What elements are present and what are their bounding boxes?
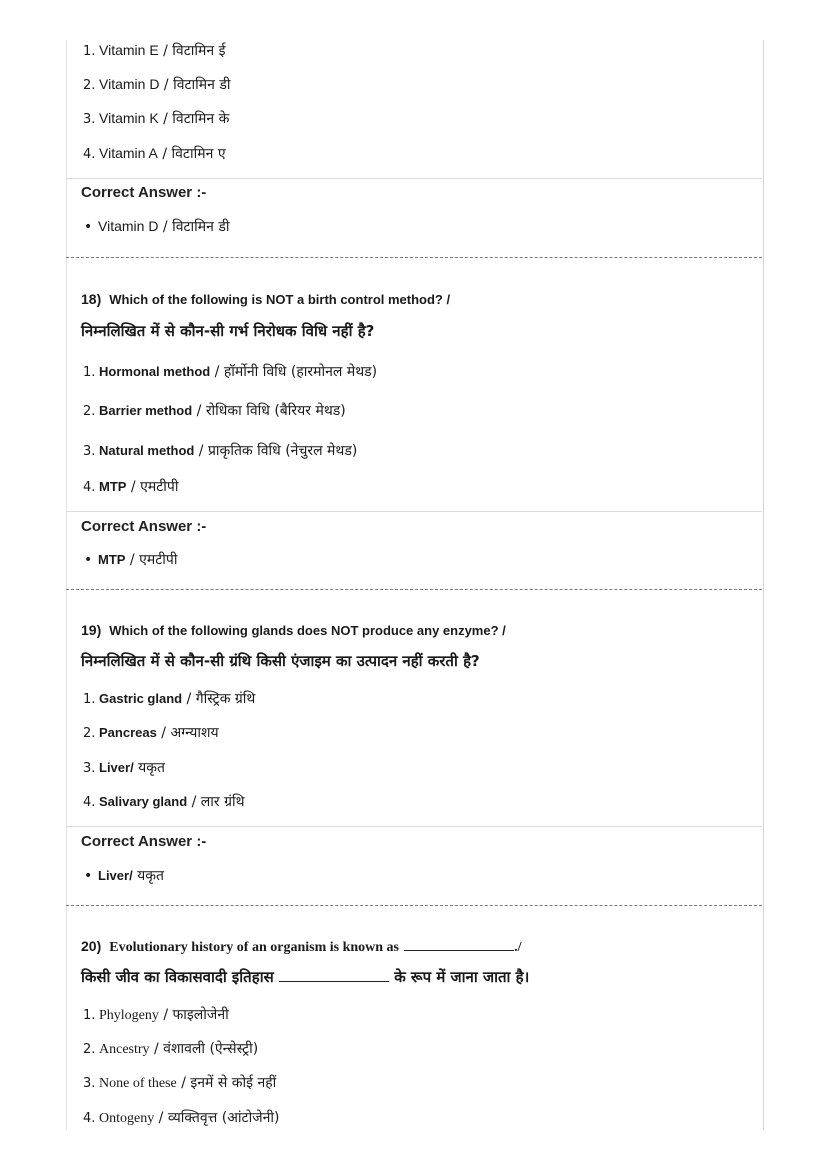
option-1: 1. Hormonal method / हॉर्मोनी विधि (हारमोनल मेथड) xyxy=(83,364,378,380)
fill-in-blank xyxy=(279,969,389,982)
correct-answer: • MTP / एमटीपी xyxy=(84,552,178,568)
option-2: 2. Ancestry / वंशावली (ऐन्सेस्ट्री) xyxy=(83,1041,259,1057)
question-19-hindi: निम्नलिखित में से कौन-सी ग्रंथि किसी एंजाइम का उत्पादन नहीं करती है? xyxy=(81,652,480,670)
option-3: 3. Liver/ यकृत xyxy=(83,760,165,776)
bullet: • xyxy=(84,219,93,235)
option-4: 4. Salivary gland / लार ग्रंथि xyxy=(83,794,245,810)
correct-answer-label: Correct Answer :- xyxy=(81,833,207,850)
option-1: 1. Vitamin E / विटामिन ई xyxy=(83,42,226,59)
option-3: 3. None of these / इनमें से कोई नहीं xyxy=(83,1075,277,1091)
option-4: 4. Ontogeny / व्यक्तिवृत्त (आंटोजेनी) xyxy=(83,1110,280,1126)
question-18-text: 18) Which of the following is NOT a birth control method? / xyxy=(81,291,451,307)
divider xyxy=(66,826,762,827)
bullet: • xyxy=(84,868,93,884)
divider xyxy=(66,511,762,512)
fill-in-blank xyxy=(404,938,514,951)
option-2: 2. Pancreas / अग्न्याशय xyxy=(83,725,219,741)
correct-answer-label: Correct Answer :- xyxy=(81,518,207,535)
option-2: 2. Vitamin D / विटामिन डी xyxy=(83,76,231,93)
question-20-text: 20) Evolutionary history of an organism is known as ./ xyxy=(81,938,522,955)
option-2: 2. Barrier method / रोधिका विधि (बैरियर मेथड) xyxy=(83,403,346,419)
correct-answer: • Vitamin D / विटामिन डी xyxy=(84,218,230,235)
option-1: 1. Gastric gland / गैस्ट्रिक ग्रंथि xyxy=(83,691,256,707)
question-number: 18) xyxy=(81,291,102,307)
option-4: 4. MTP / एमटीपी xyxy=(83,479,179,495)
question-number: 20) xyxy=(81,938,102,954)
correct-answer: • Liver/ यकृत xyxy=(84,868,164,884)
question-number: 19) xyxy=(81,622,102,638)
question-separator xyxy=(66,905,762,906)
bullet: • xyxy=(84,552,93,568)
option-4: 4. Vitamin A / विटामिन ए xyxy=(83,145,226,162)
option-3: 3. Natural method / प्राकृतिक विधि (नेचुरल मेथड) xyxy=(83,443,358,459)
divider xyxy=(66,178,762,179)
question-18-hindi: निम्नलिखित में से कौन-सी गर्भ निरोधक विधि नहीं है? xyxy=(81,322,375,340)
option-3: 3. Vitamin K / विटामिन के xyxy=(83,110,230,127)
question-19-text: 19) Which of the following glands does NOT produce any enzyme? / xyxy=(81,622,506,638)
question-separator xyxy=(66,257,762,258)
question-20-hindi: किसी जीव का विकासवादी इतिहास के रूप में जाना जाता है। xyxy=(81,968,530,986)
option-1: 1. Phylogeny / फाइलोजेनी xyxy=(83,1007,229,1023)
question-separator xyxy=(66,589,762,590)
correct-answer-label: Correct Answer :- xyxy=(81,184,207,201)
